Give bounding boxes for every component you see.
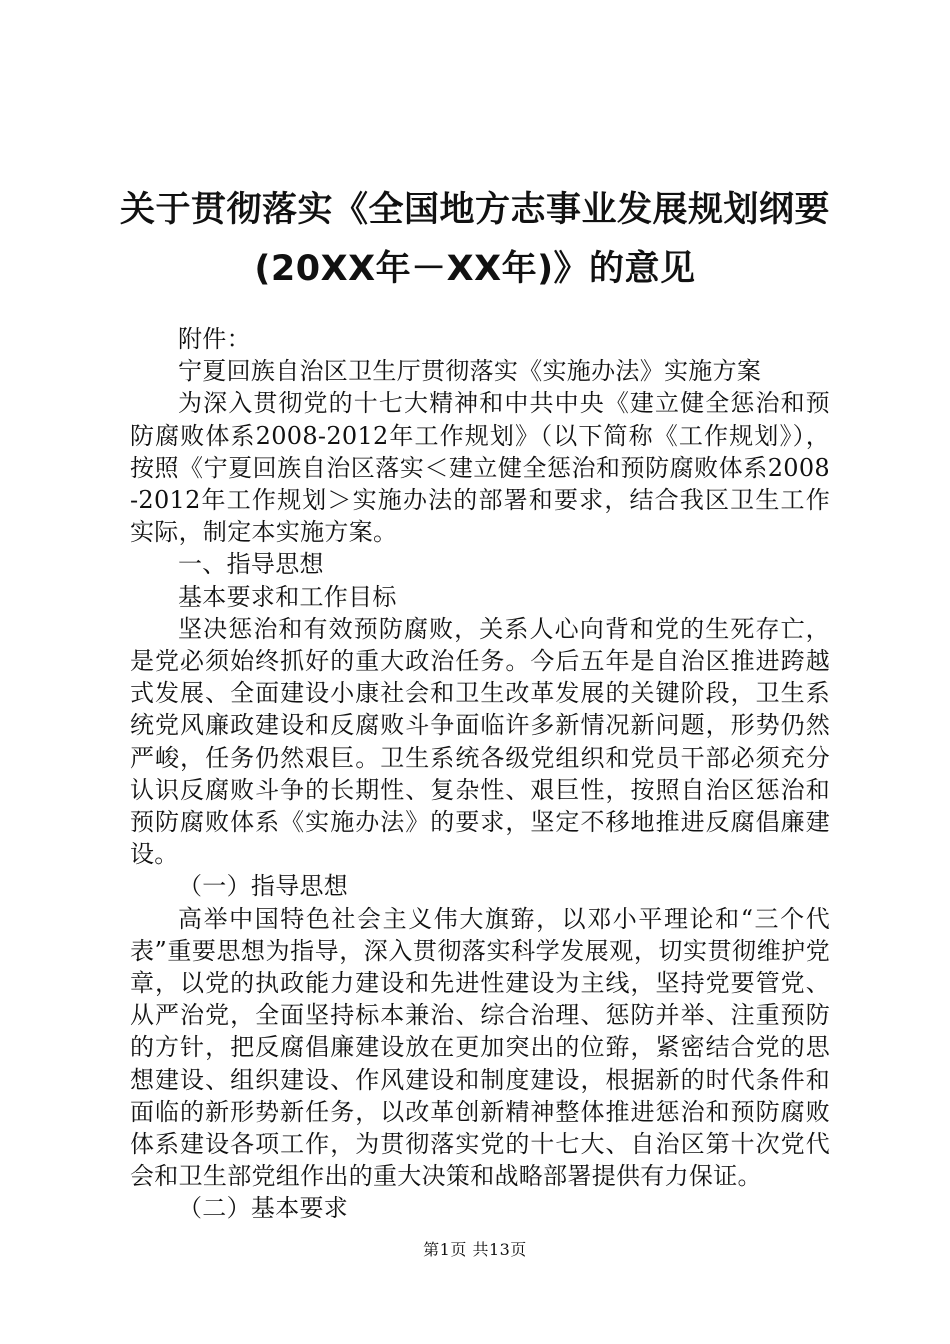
subheading-requirements-goals: 基本要求和工作目标	[178, 582, 397, 611]
section-heading-guiding-thought: 一、指导思想	[178, 550, 324, 579]
document-title-line-2: (20XX年－XX年)》的意见	[254, 249, 696, 289]
document-body	[130, 323, 830, 1225]
intro-paragraph: 为深入贯彻党的十七大精神和中共中央《建立健全惩治和预防腐败体系2008-2012年工作规划》（以下简称《工作规划》），按照《宁夏回族自治区落实＜建立健全惩治和预防腐败体系2008-2012年工作规划＞实施办法的部署和要求，结合我区卫生工作实际，制定本实施方案。	[130, 389, 830, 547]
body-paragraph: 坚决惩治和有效预防腐败，关系人心向背和党的生死存亡，是党必须始终抓好的重大政治任务。今后五年是自治区推进跨越式发展、全面建设小康社会和卫生改革发展的关键阶段，卫生系统党风廉政建设和反腐败斗争面临许多新情况新问题，形势仍然严峻，任务仍然艰巨。卫生系统各级党组织和党员干部必须充分认识反腐败斗争的长期性、复杂性、艰巨性，按照自治区惩治和预防腐败体系《实施办法》的要求，坚定不移地推进反腐倡廉建设。	[130, 614, 830, 869]
document-title-line-1: 关于贯彻落实《全国地方志事业发展规划纲要	[119, 190, 830, 230]
subsection-heading-2: （二）基本要求	[178, 1194, 349, 1223]
page-footer: 第1页 共13页	[423, 1240, 527, 1259]
subsection-heading-1: （一）指导思想	[178, 872, 349, 901]
body-paragraph: 高举中国特色社会主义伟大旗臶，以邓小平理论和“三个代表”重要思想为指导，深入贯彻落实科学发展观，切实贯彻维护党章，以党的执政能力建设和先进性建设为主线，坚持党要管党、从严治党，全面坚持标本兼治、综合治理、惩防并举、注重预防的方针，把反腐倡廉建设放在更加突出的位臶，紧密结合党的思想建设、组织建设、作风建设和制度建设，根据新的时代条件和面临的新形势新任务，以改革创新精神整体推进惩治和预防腐败体系建设各项工作，为贯彻落实党的十七大、自治区第十次党代会和卫生部党组作出的重大决策和战略部署提供有力保证。	[130, 904, 830, 1191]
plan-title: 宁夏回族自治区卫生厅贯彻落实《实施办法》实施方案	[178, 357, 762, 386]
attachment-label: 附件：	[178, 325, 251, 353]
